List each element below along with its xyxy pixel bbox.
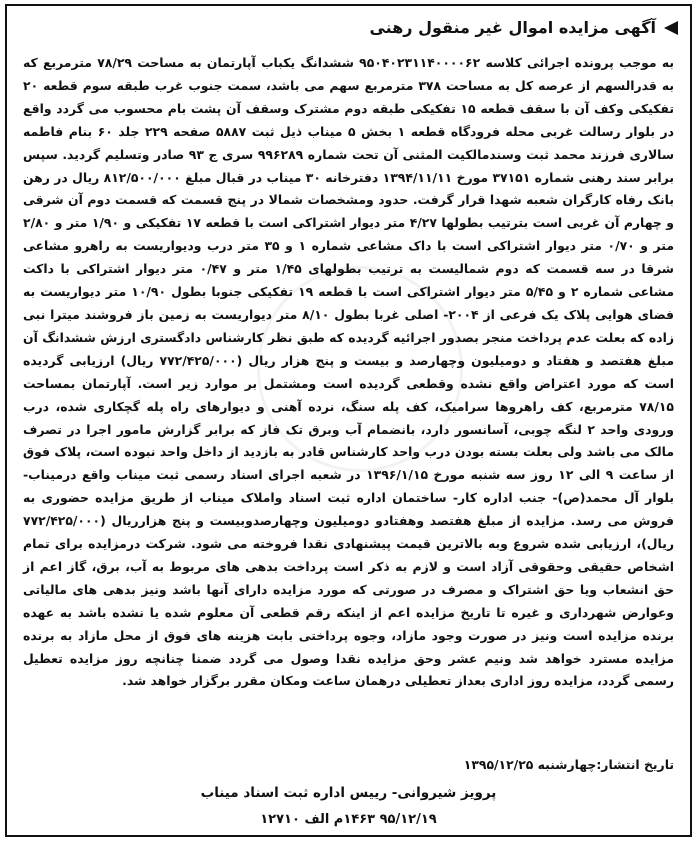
reference-number: ۹۵/۱۲/۱۹ ۱۴۶۳م الف ۱۲۷۱۰ (260, 812, 437, 827)
notice-body: به موجب پرونده اجرائی کلاسه ۹۵۰۴۰۲۳۱۱۴۰۰۰۰۶۲ ششدانگ یکباب آپارتمان به مساحت ۷۸/۲۹ مترمربع که به قدرالسهم از عرصه کل به مساحت ۳۷۸ مترمربع سهم می باشد، سمت جنوب غرب طبقه سوم قطعه ۲۰ تفکیکی وکف آن با سقف قطعه ۱۵ تفکیکی طبقه دوم مشترک وسقف آن پشت بام محسوب می گردد واقع در بلوار رسالت غربی محله فرودگاه قطعه ۱ بخش ۵ میناب ذیل ثبت ۵۸۸۷ صفحه ۲۲۹ جلد ۶۰ بنام فاطمه سالاری فرزند محمد ثبت وسندمالکیت المثنی آن تحت شماره ۹۹۶۲۸۹ سری ج ۹۳ صادر وتسلیم گردید. سپس برابر سند رهنی شماره ۳۷۱۵۱ مورخ ۱۳۹۴/۱۱/۱۱ دفترخانه ۳۰ میناب در قبال مبلغ ۸۱۲/۵۰۰/۰۰۰ ریال در رهن بانک رفاه کارگران شعبه شهدا قرار گرفت. حدود ومشخصات شمالا در پنج قسمت که قسمت دوم آن شرقی و چهارم آن غربی است بترتیب بطولها ۴/۲۷ متر دیوار اشتراکی است با قطعه ۱۷ تفکیکی و ۱/۹۰ متر و ۲/۸۰ متر و ۰/۷۰ متر دیوار اشتراکی است با داک مشاعی شماره ۱ و ۳۵ متر درب ودیواریست به راهرو مشاعی شرقا در سه قسمت که دوم شمالیست به ترتیب بطولهای ۱/۴۵ متر و ۰/۴۷ متر دیوار اشتراکی با داکت مشاعی شماره ۲ و ۵/۴۵ متر دیوار اشتراکی است با قطعه ۱۹ تفکیکی جنوبا بطول ۱۰/۹۰ متر دیواریست به فضای هوایی پلاک یک فرعی از ۲۰۰۴- اصلی غربا بطول ۸/۱۰ متر دیواریست به زمین باز فروشند میترا نبی زاده که بعلت عدم پرداخت منجر بصدور اجرائیه گردیده که طبق نظر کارشناس دادگستری ارزش ششدانگ آن مبلغ هفتصد و هفتاد و دومیلیون وچهارصد و بیست و پنج هزار ریال (۷۷۲/۴۲۵/۰۰۰ ریال) ارزیابی گردیده است که مورد اعتراض واقع نشده وقطعی گردیده است ومشتمل بر موارد زیر است. آپارتمان بمساحت ۷۸/۱۵ مترمربع، کف راهروها سرامیک، کف پله سنگ، نرده آهنی و دیوارهای راه پله گچکاری شده، درب ورودی واحد ۲ لنگه چوبی، آسانسور دارد، بانضمام آب وبرق تک فاز که برابر گزارش مامور اجرا در تصرف مالک می باشد ولی بعلت بسته بودن درب واحد کارشناس قادر به بازدید از داخل واحد نبوده است، پلاک فوق از ساعت ۹ الی ۱۲ روز سه شنبه مورخ ۱۳۹۶/۱/۱۵ در شعبه اجرای اسناد رسمی ثبت میناب واقع درمیناب- بلوار آل محمد(ص)- جنب اداره کار- ساختمان اداره ثبت اسناد واملاک میناب از طریق مزایده حضوری به فروش می رسد. مزایده از مبلغ هفتصد وهفتادو دومیلیون وچهارصدوبیست و پنج هزارریال (۷۷۲/۴۲۵/۰۰۰ ریال)، ارزیابی شده شروع وبه بالاترین قیمت پیشنهادی نقدا فروخته می شود. شرکت درمزایده برای تمام اشخاص حقیقی وحقوقی آزاد است و لازم به ذکر است پرداخت بدهی های مربوط به آب، برق، گاز اعم از حق انشعاب ویا حق اشتراک و مصرف در صورتی که مورد مزایده دارای آنها باشد ونیز بدهی های مالیاتی وعوارض شهرداری و غیره تا تاریخ مزایده اعم از اینکه رقم قطعی آن معلوم شده یا نشده باشد به عهده برنده مزایده است ونیز در صورت وجود مازاد، وجوه پرداختی بابت هزینه های فوق از محل مازاد به برنده مزایده مسترد خواهد شد ونیم عشر وحق مزایده نقدا وصول می گردد ضمنا چنانچه روز مزایده تعطیل رسمی گردد، مزایده روز اداری بعداز تعطیلی درهمان ساعت ومکان مقرر برگزار خواهد شد. (23, 55, 675, 689)
triangle-bullet-icon (664, 21, 678, 35)
publish-date: تاریخ انتشار:چهارشنبه ۱۳۹۵/۱۲/۲۵ (463, 757, 674, 772)
legal-notice (5, 4, 692, 837)
notice-title: آگهی مزایده اموال غیر منقول رهنی (369, 18, 656, 37)
notice-header (369, 18, 678, 38)
signature: پرویز شیروانی- رییس اداره ثبت اسناد میناب (200, 785, 497, 801)
